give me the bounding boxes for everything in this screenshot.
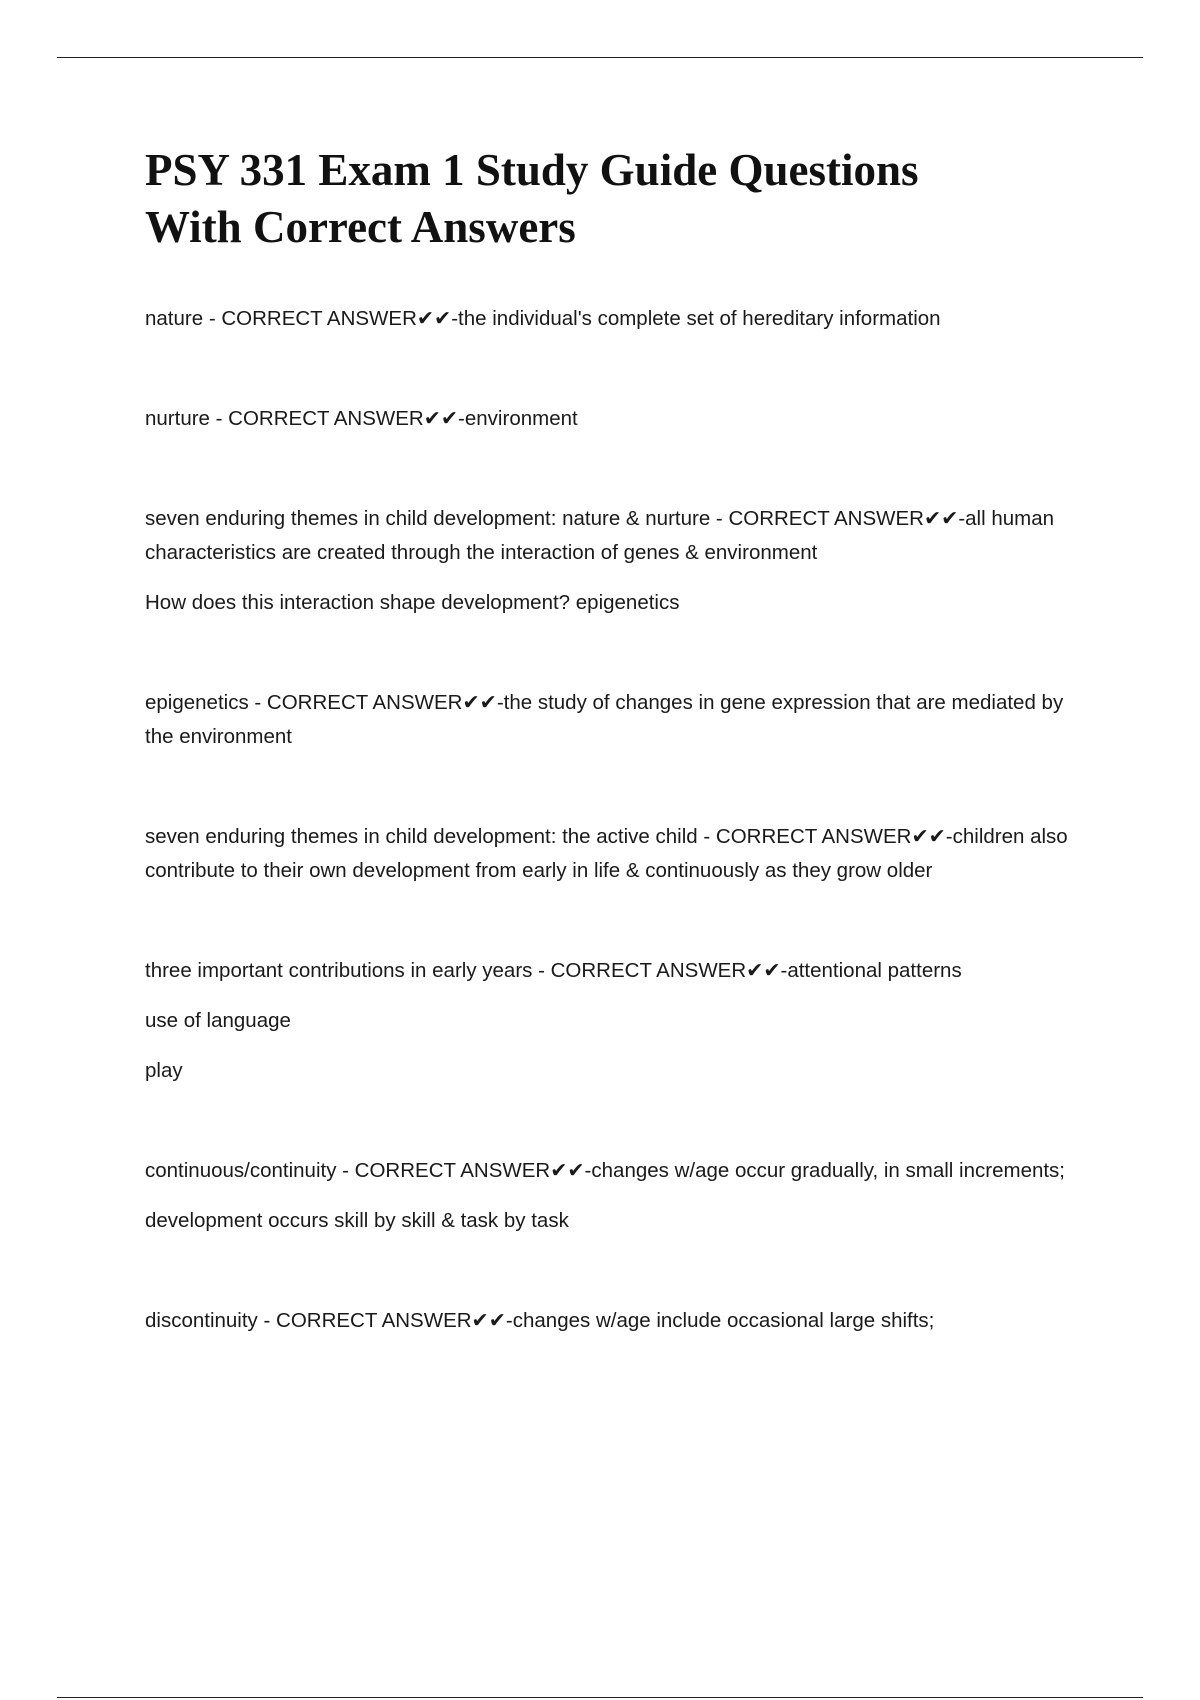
- qa-paragraph: How does this interaction shape development? epigenetics: [145, 591, 680, 614]
- qa-paragraph: seven enduring themes in child development: the active child - CORRECT ANSWER✔✔-children also contribute to their own development from early in life & continuously as they grow older: [145, 825, 1068, 882]
- title-line-2: With Correct Answers: [145, 202, 576, 252]
- qa-entry-epigenetics: [145, 686, 1075, 754]
- qa-paragraph: epigenetics - CORRECT ANSWER✔✔-the study of changes in gene expression that are mediated by the environment: [145, 691, 1064, 748]
- qa-paragraph: use of language: [145, 1009, 291, 1032]
- qa-paragraph: development occurs skill by skill & task by task: [145, 1209, 569, 1232]
- qa-paragraph: nurture - CORRECT ANSWER✔✔-environment: [145, 407, 578, 430]
- top-divider: [57, 57, 1143, 58]
- qa-entry-continuity: [145, 1154, 1075, 1238]
- qa-entry-nurture: [145, 402, 1075, 436]
- qa-list: [145, 302, 1075, 1338]
- qa-paragraph: nature - CORRECT ANSWER✔✔-the individual's complete set of hereditary information: [145, 307, 941, 330]
- qa-entry-early-contributions: [145, 954, 1075, 1088]
- bottom-divider: [57, 1697, 1143, 1698]
- qa-entry-discontinuity: [145, 1304, 1075, 1338]
- qa-paragraph: play: [145, 1059, 183, 1082]
- qa-entry-active-child: [145, 820, 1075, 888]
- qa-paragraph: seven enduring themes in child development: nature & nurture - CORRECT ANSWER✔✔-all human characteristics are created through the interaction of genes & environment: [145, 507, 1055, 564]
- qa-paragraph: continuous/continuity - CORRECT ANSWER✔✔-changes w/age occur gradually, in small increments;: [145, 1159, 1066, 1182]
- qa-entry-nature: [145, 302, 1075, 336]
- qa-entry-nature-and-nurture: [145, 502, 1075, 620]
- document-body: [145, 142, 1075, 1404]
- document-title: [145, 142, 1075, 256]
- qa-paragraph: three important contributions in early years - CORRECT ANSWER✔✔-attentional patterns: [145, 959, 962, 982]
- qa-paragraph: discontinuity - CORRECT ANSWER✔✔-changes w/age include occasional large shifts;: [145, 1309, 935, 1332]
- title-line-1: PSY 331 Exam 1 Study Guide Questions: [145, 145, 919, 195]
